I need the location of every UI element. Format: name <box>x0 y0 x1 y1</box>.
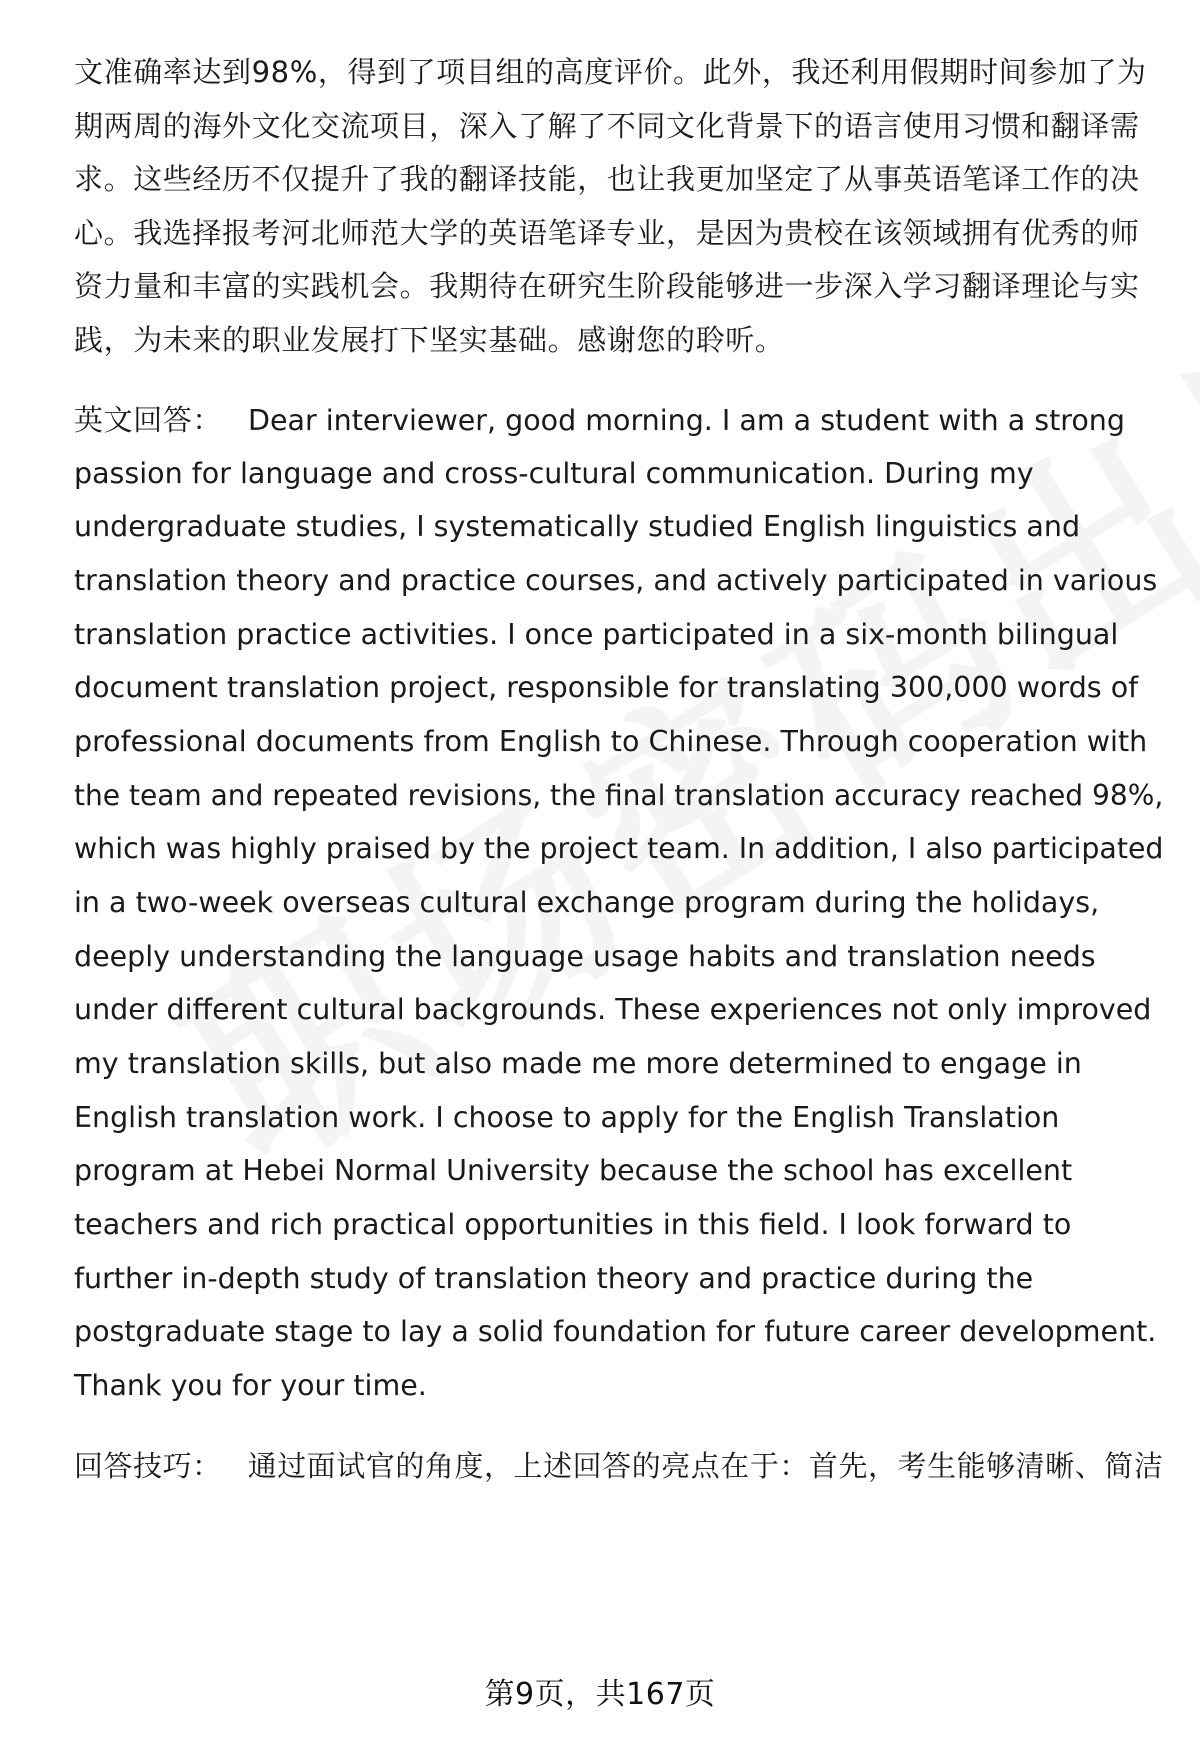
cn-line: 文准确率达到98%，得到了项目组的高度评价。此外，我还利用假期时间参加了为 <box>74 55 1147 89</box>
en-line: under different cultural backgrounds. These experiences not only improved <box>74 993 1152 1026</box>
en-line: which was highly praised by the project team. In addition, I also participated <box>74 832 1164 865</box>
en-line: undergraduate studies, I systematically studied English linguistics and <box>74 510 1081 543</box>
en-line: program at Hebei Normal University because the school has excellent <box>74 1154 1073 1187</box>
en-line: Dear interviewer, good morning. I am a student with a strong <box>248 404 1125 437</box>
en-line: my translation skills, but also made me more determined to engage in <box>74 1047 1082 1080</box>
cn-line: 心。我选择报考河北师范大学的英语笔译专业，是因为贵校在该领域拥有优秀的师 <box>74 216 1140 250</box>
page-indicator: 第9页，共167页 <box>484 1677 716 1712</box>
en-line: document translation project, responsible for translating 300,000 words of <box>74 671 1139 704</box>
en-line: in a two-week overseas cultural exchange program during the holidays, <box>74 886 1100 919</box>
tips-line <box>74 1446 1163 1486</box>
en-line: further in-depth study of translation theory and practice during the <box>74 1262 1034 1295</box>
en-line: the team and repeated revisions, the final translation accuracy reached 98%, <box>74 779 1164 812</box>
en-line: translation practice activities. I once participated in a six-month bilingual <box>74 618 1119 651</box>
en-answer-first-line <box>74 400 1125 440</box>
en-line: deeply understanding the language usage habits and translation needs <box>74 940 1096 973</box>
tips-label: 回答技巧： <box>74 1449 222 1483</box>
cn-line: 践，为未来的职业发展打下坚实基础。感谢您的聆听。 <box>74 323 785 357</box>
en-line: English translation work. I choose to apply for the English Translation <box>74 1101 1060 1134</box>
tips-text: 通过面试官的角度，上述回答的亮点在于：首先，考生能够清晰、简洁 <box>247 1449 1164 1483</box>
en-line: translation theory and practice courses, and actively participated in various <box>74 564 1158 597</box>
en-line: Thank you for your time. <box>74 1369 427 1402</box>
en-line: professional documents from English to Chinese. Through cooperation with <box>74 725 1148 758</box>
cn-line: 求。这些经历不仅提升了我的翻译技能，也让我更加坚定了从事英语笔译工作的决 <box>74 162 1140 196</box>
cn-line: 资力量和丰富的实践机会。我期待在研究生阶段能够进一步深入学习翻译理论与实 <box>74 269 1140 303</box>
en-line: passion for language and cross-cultural communication. During my <box>74 457 1034 490</box>
en-answer-label: 英文回答： <box>74 403 223 437</box>
en-line: postgraduate stage to lay a solid foundation for future career development. <box>74 1315 1157 1348</box>
cn-line: 期两周的海外文化交流项目，深入了解了不同文化背景下的语言使用习惯和翻译需 <box>74 109 1140 143</box>
en-line: teachers and rich practical opportunities in this field. I look forward to <box>74 1208 1072 1241</box>
